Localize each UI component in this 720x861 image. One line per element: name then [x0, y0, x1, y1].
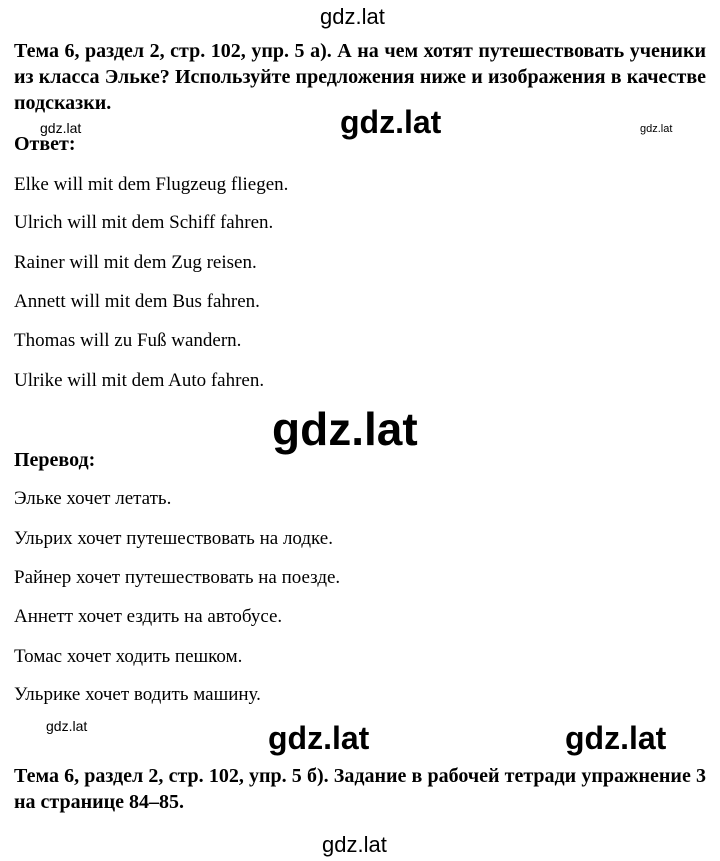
task-a-text: Тема 6, раздел 2, стр. 102, упр. 5 а). А на чем хотят путешествовать ученики из класса Эльке? Используйте предложения ниже и изображения в качестве подсказки. [14, 40, 706, 114]
translation-line-6: Ульрике хочет водить машину. [14, 684, 261, 705]
task-b-text: Тема 6, раздел 2, стр. 102, упр. 5 б). Задание в рабочей тетради упражнение 3 на странице 84–85. [14, 765, 706, 813]
watermark-left-small-1: gdz.lat [40, 120, 82, 136]
translation-heading: Перевод: [14, 449, 96, 471]
answer-line-1: Elke will mit dem Flugzeug fliegen. [14, 174, 289, 195]
watermark-bottom: gdz.lat [322, 832, 387, 857]
translation-line-1: Эльке хочет летать. [14, 488, 172, 509]
translation-line-4: Аннетт хочет ездить на автобусе. [14, 606, 283, 627]
answer-line-6: Ulrike will mit dem Auto fahren. [14, 370, 265, 391]
answer-line-3: Rainer will mit dem Zug reisen. [14, 252, 257, 273]
watermark-top: gdz.lat [320, 4, 385, 29]
translation-line-3: Райнер хочет путешествовать на поезде. [14, 567, 341, 588]
answer-line-4: Annett will mit dem Bus fahren. [14, 291, 260, 312]
translation-line-2: Ульрих хочет путешествовать на лодке. [14, 528, 333, 549]
watermark-right-2: gdz.lat [565, 720, 667, 756]
translation-line-5: Томас хочет ходить пешком. [14, 646, 243, 667]
watermark-left-small-2: gdz.lat [46, 718, 88, 734]
answer-line-2: Ulrich will mit dem Schiff fahren. [14, 212, 274, 233]
answer-line-5: Thomas will zu Fuß wandern. [14, 330, 242, 351]
watermark-big-center: gdz.lat [272, 403, 418, 455]
watermark-center-1: gdz.lat [340, 104, 442, 140]
answer-heading: Ответ: [14, 133, 76, 155]
watermark-center-2: gdz.lat [268, 720, 370, 756]
watermark-right-small-1: gdz.lat [640, 123, 673, 135]
